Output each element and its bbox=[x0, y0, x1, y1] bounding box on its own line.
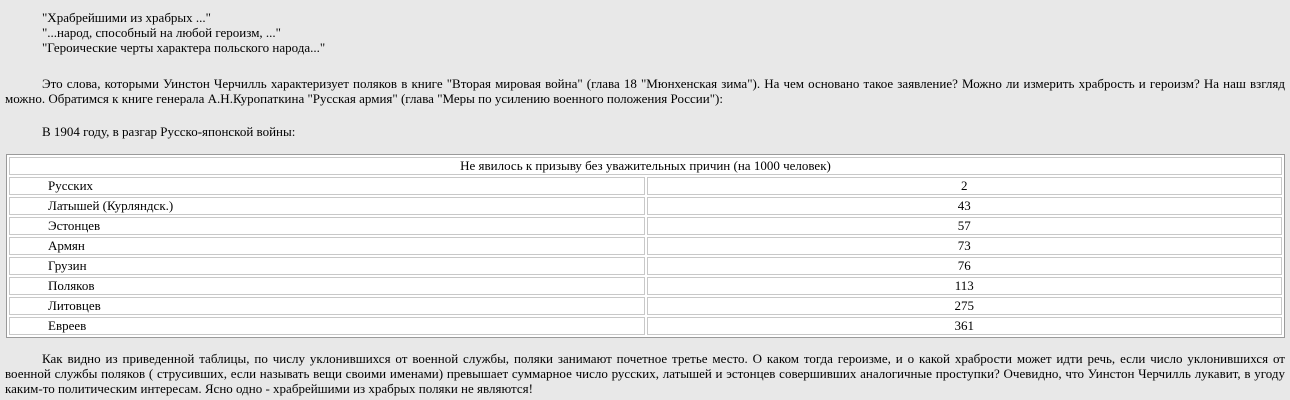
count-cell: 113 bbox=[647, 277, 1283, 295]
count-cell: 76 bbox=[647, 257, 1283, 275]
intro-paragraph: Это слова, которыми Уинстон Черчилль характеризует поляков в книге "Вторая мировая война" (глава 18 "Мюнхенская зима"). На чем основано такое заявление? Можно ли измерить храбрость и героизм? На наш взгляд можно. Обратимся к книге генерала А.Н.Куропаткина "Русская армия" (глава "Меры по усилению военного положения России"): bbox=[5, 76, 1285, 106]
count-cell: 43 bbox=[647, 197, 1283, 215]
quote-line: "Храбрейшими из храбрых ..." bbox=[42, 10, 211, 25]
nationality-cell: Эстонцев bbox=[9, 217, 645, 235]
table-row bbox=[9, 297, 1282, 315]
table-header: Не явилось к призыву без уважительных причин (на 1000 человек) bbox=[9, 157, 1282, 175]
context-paragraph: В 1904 году, в разгар Русско-японской войны: bbox=[42, 124, 296, 139]
count-cell: 275 bbox=[647, 297, 1283, 315]
table-header-row bbox=[9, 157, 1282, 175]
nationality-cell: Поляков bbox=[9, 277, 645, 295]
nationality-cell: Русских bbox=[9, 177, 645, 195]
nationality-cell: Грузин bbox=[9, 257, 645, 275]
table-row bbox=[9, 217, 1282, 235]
table-row bbox=[9, 257, 1282, 275]
conclusion-paragraph: Как видно из приведенной таблицы, по числу уклонившихся от военной службы, поляки занимают почетное третье место. О каком тогда героизме, и о какой храбрости может идти речь, если число уклонившихся от военной службы поляков ( струсивших, если называть вещи своими именами) превышает суммарное число русских, латышей и эстонцев совершивших аналогичные проступки? Очевидно, что Уинстон Черчилль лукавит, в угоду каким-то политическим интересам. Ясно одно - храбрейшими из храбрых поляки не являются! bbox=[5, 351, 1285, 396]
draft-evasion-table bbox=[6, 154, 1285, 338]
table-row bbox=[9, 237, 1282, 255]
quote-line: "Героические черты характера польского народа..." bbox=[42, 40, 326, 55]
table-row bbox=[9, 317, 1282, 335]
nationality-cell: Армян bbox=[9, 237, 645, 255]
quotes-block bbox=[42, 10, 642, 55]
quote-line: "...народ, способный на любой героизм, ..." bbox=[42, 25, 281, 40]
count-cell: 73 bbox=[647, 237, 1283, 255]
nationality-cell: Евреев bbox=[9, 317, 645, 335]
table-row bbox=[9, 197, 1282, 215]
nationality-cell: Латышей (Курляндск.) bbox=[9, 197, 645, 215]
table-row bbox=[9, 277, 1282, 295]
count-cell: 2 bbox=[647, 177, 1283, 195]
count-cell: 57 bbox=[647, 217, 1283, 235]
count-cell: 361 bbox=[647, 317, 1283, 335]
table-row bbox=[9, 177, 1282, 195]
nationality-cell: Литовцев bbox=[9, 297, 645, 315]
